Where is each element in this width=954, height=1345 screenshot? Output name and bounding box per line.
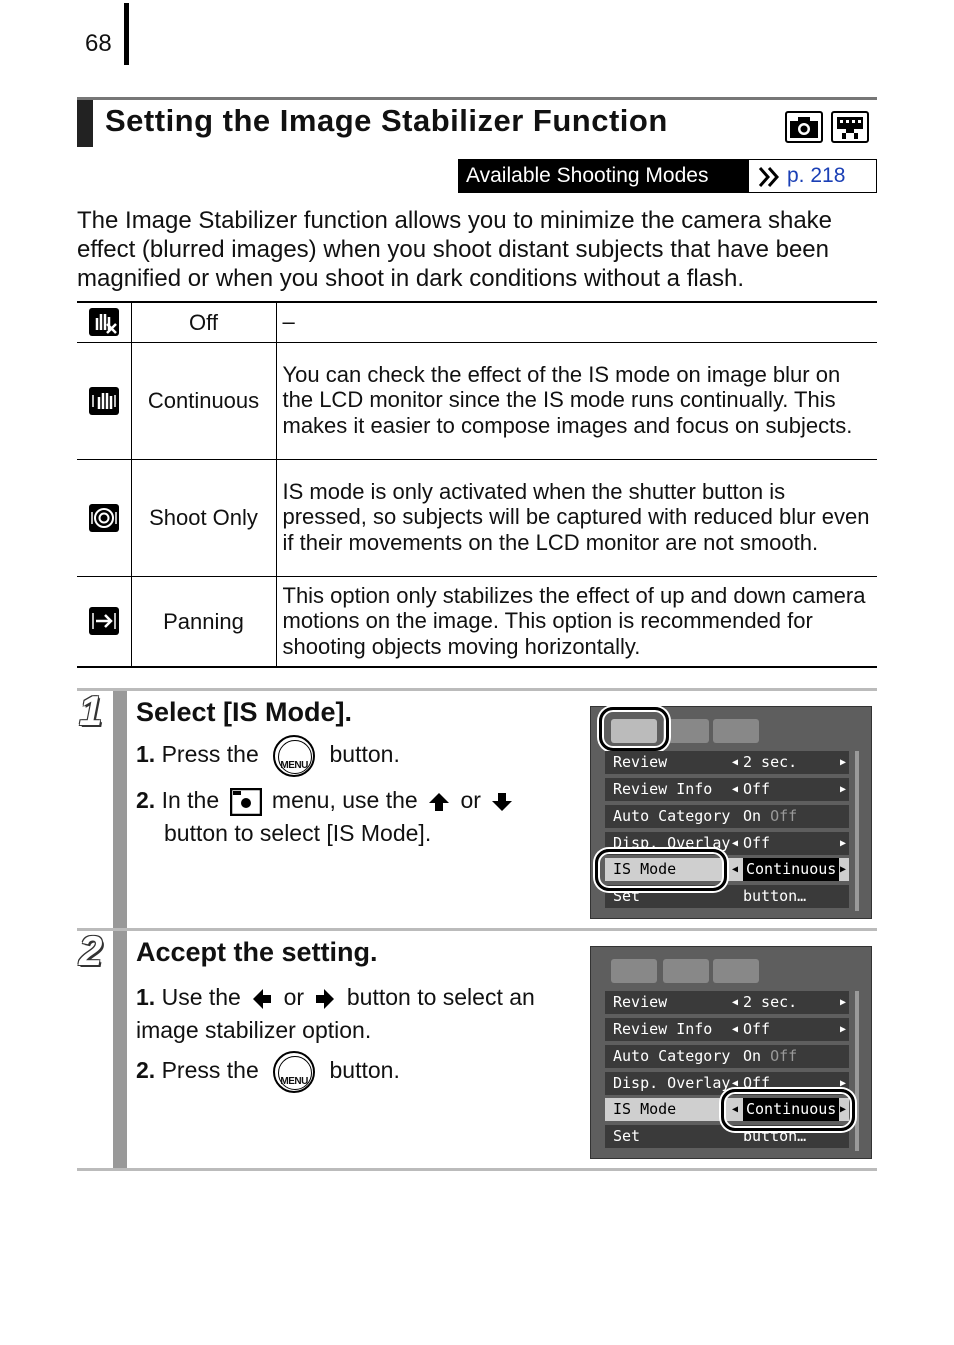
step-instruction: 2. Press the MENU button. <box>136 1051 400 1093</box>
title-accent-bar <box>77 100 93 147</box>
is-mode-description: – <box>276 302 877 342</box>
is-continuous-icon <box>89 387 119 415</box>
is-mode-name: Shoot Only <box>131 459 276 576</box>
available-modes-box <box>458 159 877 193</box>
is-mode-name: Off <box>131 302 276 342</box>
step-number: 2 <box>79 927 103 974</box>
available-modes-label: Available Shooting Modes <box>459 160 749 192</box>
scrollbar <box>855 991 859 1151</box>
menu-button-icon: MENU <box>273 1051 315 1093</box>
camera-menu-screenshot <box>590 706 872 919</box>
camera-icon <box>785 111 823 143</box>
table-row <box>77 576 877 667</box>
table-row <box>77 342 877 459</box>
intro-paragraph: The Image Stabilizer function allows you to minimize the camera shake effect (blurred images) when you shoot distant subjects that have been magnified or when you shoot in dark conditions without a flash. <box>77 207 833 292</box>
step-sidebar <box>113 931 127 1168</box>
step-sidebar <box>113 691 127 928</box>
scrollbar <box>855 751 859 911</box>
menu-row: Set button… <box>605 885 849 908</box>
step-instruction: 1. Press the MENU button. <box>136 735 400 777</box>
camera-tab-icon <box>611 959 657 983</box>
step-number: 1 <box>79 687 103 734</box>
continuous-value-callout <box>721 1089 855 1131</box>
menu-row-selected: IS Mode ◀ Continuous ▶ <box>605 1098 849 1121</box>
step-instruction: 1. Use the or button to select an image stabilizer option. <box>136 984 535 1043</box>
menu-row: Set button… <box>605 1125 849 1148</box>
menu-row: Disp. Overlay ◀ Off ▶ <box>605 832 849 855</box>
is-shoot-only-icon <box>89 504 119 532</box>
section-header <box>77 97 877 147</box>
instruction-number: 1. <box>136 984 156 1010</box>
table-row <box>77 459 877 576</box>
my-camera-tab-icon <box>713 719 759 743</box>
step-1 <box>77 688 877 928</box>
is-mode-name: Panning <box>131 576 276 667</box>
double-chevron-icon <box>757 166 781 188</box>
setup-tab-icon <box>663 959 709 983</box>
step-title: Select [IS Mode]. <box>136 697 353 727</box>
instruction-number: 2. <box>136 787 156 813</box>
menu-row: Review ◀ 2 sec. ▶ <box>605 751 849 774</box>
arrow-down-icon <box>491 791 513 813</box>
page-number: 68 <box>85 30 112 57</box>
is-mode-description: This option only stabilizes the effect of up and down camera motions on the image. This option is recommended for shooting objects moving horizontally. <box>276 576 877 667</box>
page-title: Setting the Image Stabilizer Function <box>105 103 668 138</box>
instruction-number: 2. <box>136 1057 156 1084</box>
shooting-menu-icon <box>230 788 262 816</box>
setup-tab-icon <box>663 719 709 743</box>
camera-menu-screenshot <box>590 946 872 1159</box>
step-2 <box>77 928 877 1171</box>
menu-row: Disp. Overlay ◀ Off ▶ <box>605 1072 849 1095</box>
is-panning-icon <box>89 607 119 635</box>
arrow-left-icon <box>251 988 273 1010</box>
is-mode-table <box>77 301 877 668</box>
table-row <box>77 302 877 342</box>
menu-row-selected: IS Mode ◀ Continuous ▶ <box>605 858 849 881</box>
menu-row: Review Info ◀ Off ▶ <box>605 778 849 801</box>
is-mode-description: You can check the effect of the IS mode on image blur on the LCD monitor since the IS mode runs continually. This makes it easier to compose images and focus on subjects. <box>276 342 877 459</box>
is-mode-name: Continuous <box>131 342 276 459</box>
arrow-up-icon <box>428 791 450 813</box>
is-mode-callout <box>595 849 727 891</box>
step-title: Accept the setting. <box>136 937 378 967</box>
my-camera-tab-icon <box>713 959 759 983</box>
camera-tab-callout <box>599 707 669 751</box>
menu-button-icon: MENU <box>273 735 315 777</box>
menu-row: Review ◀ 2 sec. ▶ <box>605 991 849 1014</box>
menu-row: Review Info ◀ Off ▶ <box>605 1018 849 1041</box>
is-off-icon <box>89 308 119 336</box>
page-reference-link[interactable]: p. 218 <box>787 164 846 187</box>
is-mode-description: IS mode is only activated when the shutter button is pressed, so subjects will be captured with reduced blur even if their movements on the LCD monitor are not smooth. <box>276 459 877 576</box>
menu-row: Auto Category On Off <box>605 805 849 828</box>
step-instruction: 2. In the menu, use the or button to select [IS Mode]. <box>136 784 576 850</box>
menu-row: Auto Category On Off <box>605 1045 849 1068</box>
page-number-bar <box>124 3 129 65</box>
instruction-number: 1. <box>136 741 156 768</box>
arrow-right-icon <box>314 988 336 1010</box>
movie-icon <box>831 111 869 143</box>
